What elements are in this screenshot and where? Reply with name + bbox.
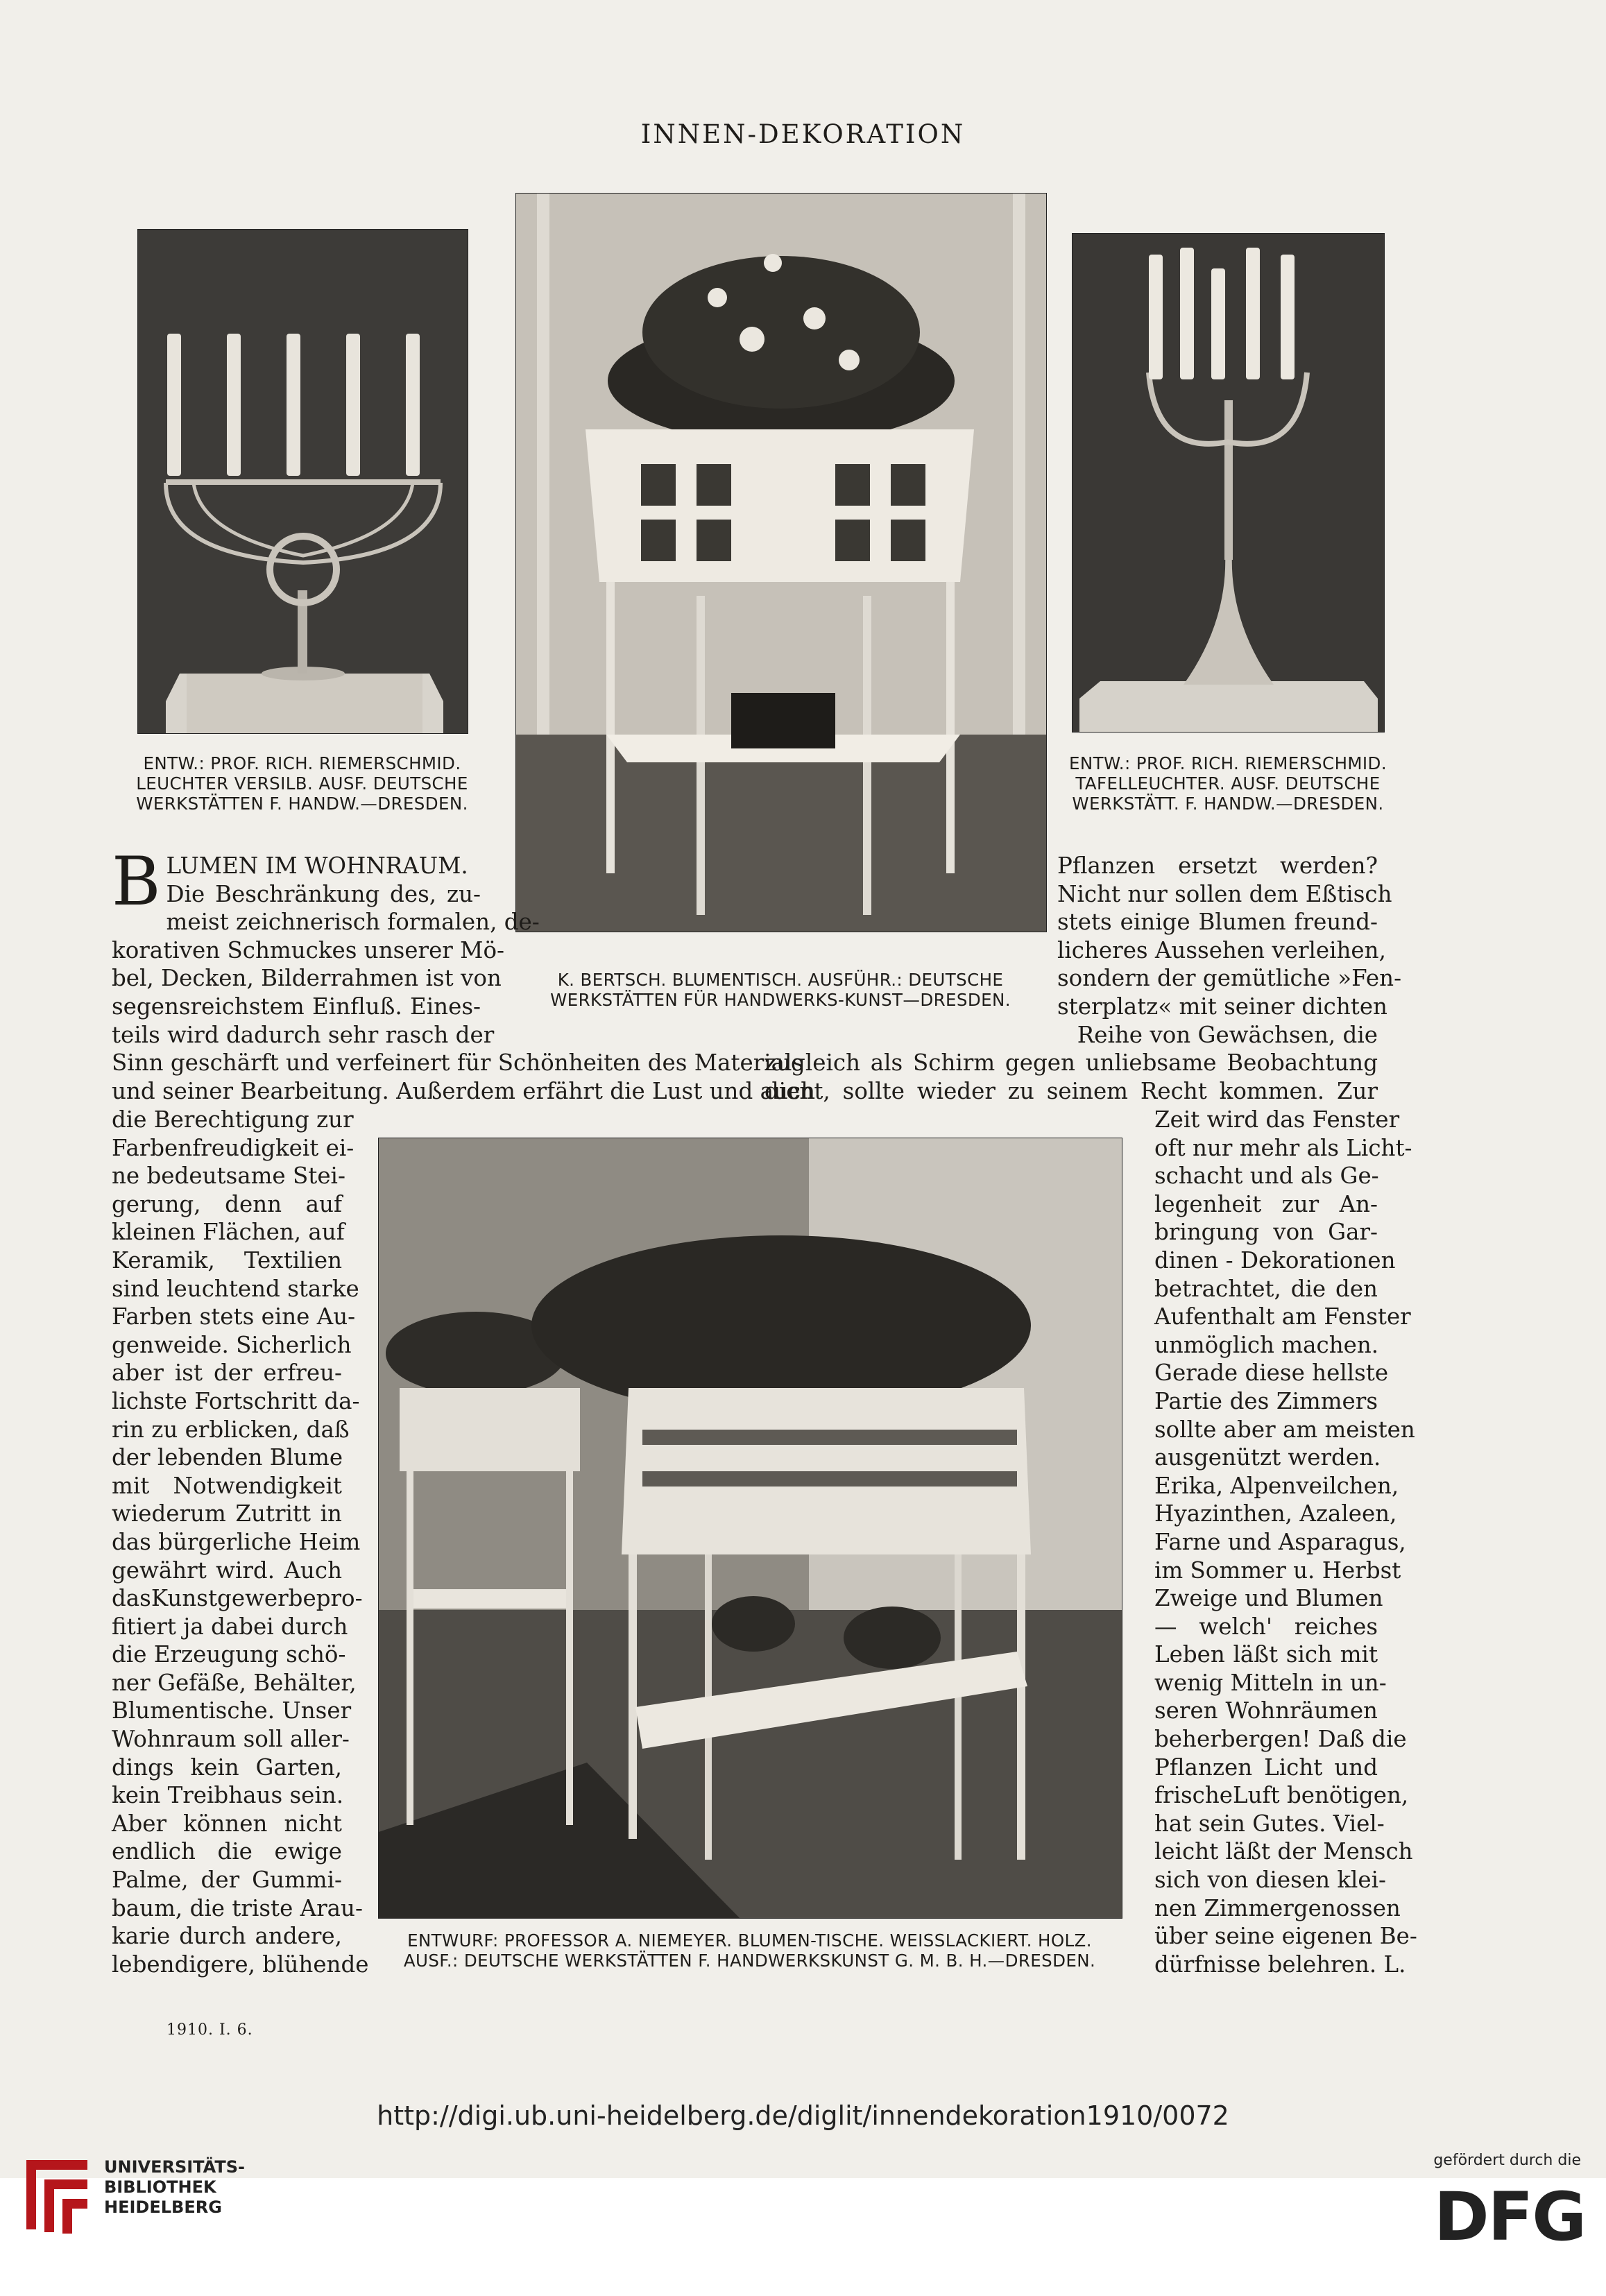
caption-bottom: ENTWURF: PROFESSOR A. NIEMEYER. BLUMEN-TISCHE. WEISSLACKIERT. HOLZ. AUSF.: DEUTSCHE WERKSTÄTTEN F. HANDWERKSKUNST G. M. B. H.—DRESDEN. (403, 1930, 1096, 1971)
university-library-logo-icon (24, 2156, 93, 2238)
photo-flower-tables-bottom (378, 1138, 1122, 1919)
photo-flower-table-center (515, 193, 1047, 932)
article-column-left-top: B LUMEN IM WOHNRAUM. Die Beschränkung des, zu- meist zeichnerisch formalen, de- korativen Schmuckes unserer Mö- bel, Decken, Bilderrahmen ist von segensreichstem Einfluß. Eines- teils wird dadurch sehr rasch der (112, 843, 540, 1048)
article-wide-left: Sinn geschärft und verfeinert für Schönheiten des Materials und seiner Bearbeitung. Außerdem erfährt die Lust und auch (112, 1050, 816, 1104)
article-wide-right: zugleich als Schirm gegen unliebsame Beobachtung dient, sollte wieder zu seinem Recht kommen. Zur (764, 1050, 1378, 1104)
running-title: INNEN-DEKORATION (640, 119, 966, 149)
printer-signature: 1910. I. 6. (166, 2021, 253, 2039)
dfg-logo: DFG (1433, 2178, 1585, 2256)
university-library-name: UNIVERSITÄTS- BIBLIOTHEK HEIDELBERG (104, 2157, 246, 2217)
drop-cap: B (112, 843, 161, 920)
photo-table-candelabra-right (1072, 233, 1385, 733)
article-column-right-bottom: Zeit wird das Fenster oft nur mehr als Licht- schacht und als Ge- legenheit zur An- bringung von Gar- dinen - Dekorationen betrachtet, die den Aufenthalt am Fenster unmöglich machen. Gerade diese hellste Partie des Zimmers sollte aber am meisten ausgenützt werden. Erika, Alpenveilchen, Hyazinthen, Azaleen, Farne und Asparagus, im Sommer u. Herbst Zweige und Blumen — welch' reiches Leben läßt sich mit wenig Mitteln in un- seren Wohnräumen beherbergen! Daß die Pflanzen Licht und frischeLuft benötigen, hat sein Gutes. Viel- leicht läßt der Mensch sich von diesen klei- nen Zimmergenossen über seine eigenen Be- dürfnisse belehren. L. (1154, 1106, 1417, 1978)
caption-right: ENTW.: PROF. RICH. RIEMERSCHMID. TAFELLEUCHTER. AUSF. DEUTSCHE WERKSTÄTT. F. HANDW.—DRESDEN. (1068, 753, 1387, 814)
source-url-link[interactable]: http://digi.ub.uni-heidelberg.de/diglit/innendekoration1910/0072 (377, 2100, 1229, 2131)
photo-candelabra-left (137, 229, 468, 734)
caption-center: K. BERTSCH. BLUMENTISCH. AUSFÜHR.: DEUTSCHE WERKSTÄTTEN FÜR HANDWERKS-KUNST—DRESDEN. (550, 970, 1011, 1010)
article-column-right-top: Pflanzen ersetzt werden? Nicht nur sollen dem Eßtisch stets einige Blumen freund- licheres Aussehen verleihen, sondern der gemütliche »Fen- sterplatz« mit seiner dichten Reihe von Gewächsen, die (1057, 853, 1402, 1048)
caption-left: ENTW.: PROF. RICH. RIEMERSCHMID. LEUCHTER VERSILB. AUSF. DEUTSCHE WERKSTÄTTEN F. HANDW.—DRESDEN. (136, 753, 468, 814)
funded-by-text: gefördert durch die (1433, 2152, 1581, 2169)
article-column-left-bottom: die Berechtigung zur Farbenfreudigkeit ei- ne bedeutsame Stei- gerung, denn auf kleinen Flächen, auf Keramik, Textilien sind leuchtend starke Farben stets eine Au- genweide. Sicherlich aber ist der erfreu- lichste Fortschritt da- rin zu erblicken, daß der lebenden Blume mit Notwendigkeit wiederum Zutritt in das bürgerliche Heim gewährt wird. Auch dasKunstgewerbepro- fitiert ja dabei durch die Erzeugung schö- ner Gefäße, Behälter, Blumentische. Unser Wohnraum soll aller- dings kein Garten, kein Treibhaus sein. Aber können nicht endlich die ewige Palme, der Gummi- baum, die triste Arau- karie durch andere, lebendigere, blühende (112, 1106, 369, 1978)
